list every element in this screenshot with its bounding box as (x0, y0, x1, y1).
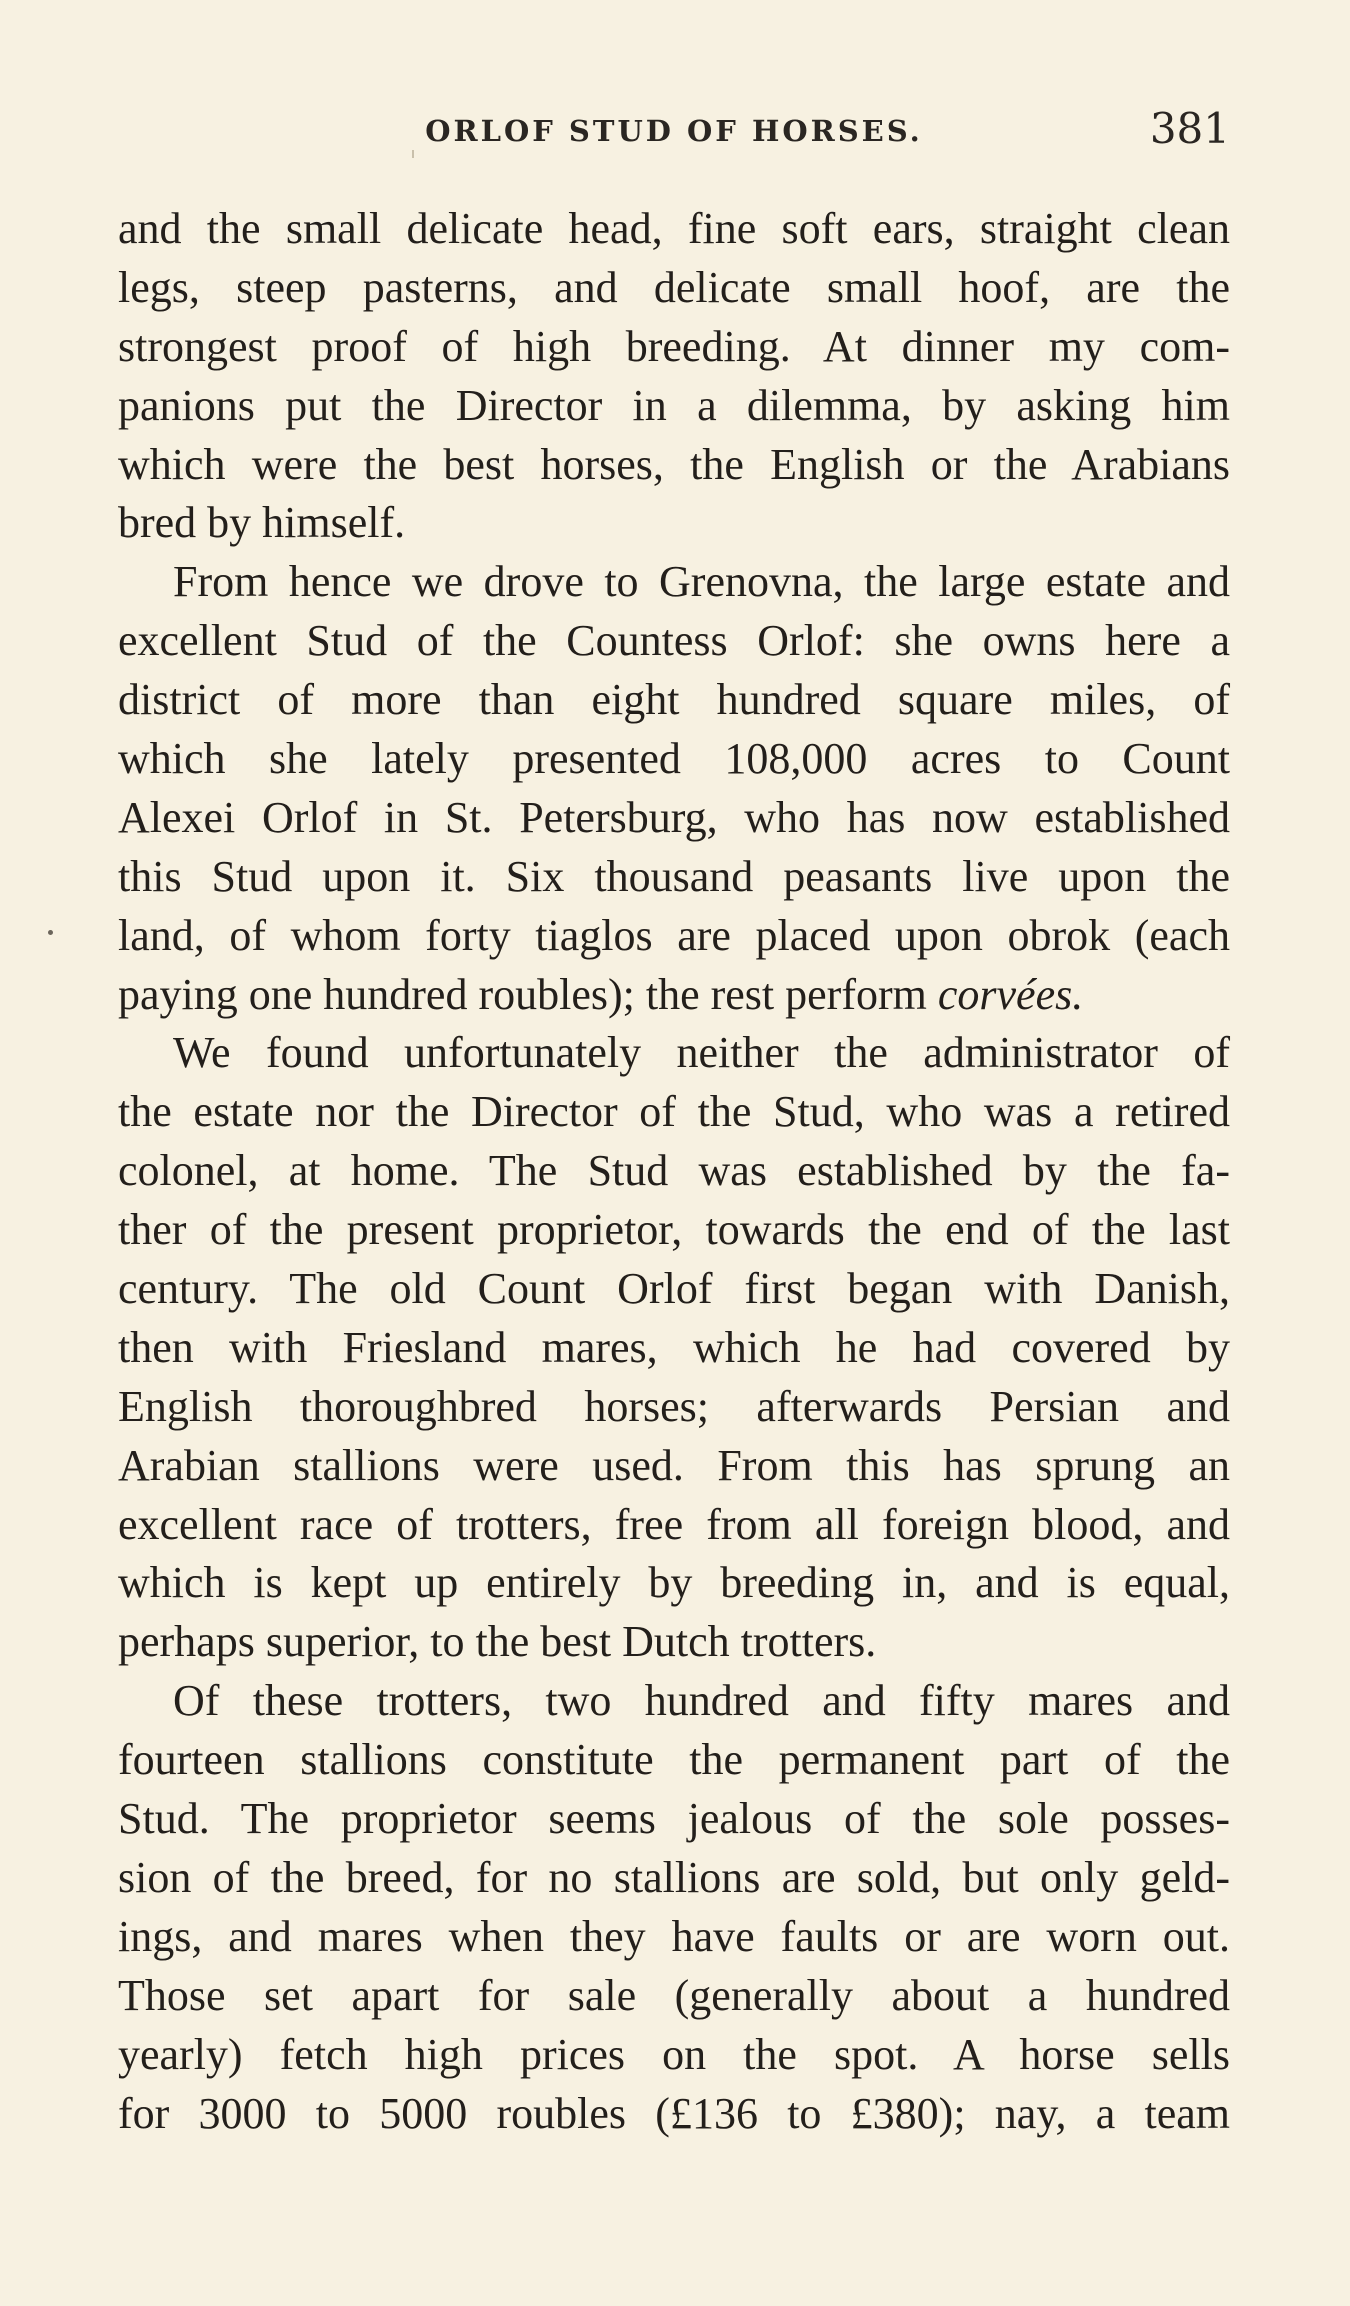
text-line (118, 848, 1230, 907)
text-line-content: which is kept up entirely by breeding in, and is equal, (118, 1558, 1230, 1608)
text-line (118, 1083, 1230, 1142)
text-line-content: We found unfortunately neither the administrator of (173, 1028, 1230, 1078)
text-line-content: bred by himself. (118, 498, 406, 548)
text-line-content: which she lately presented 108,000 acres to Count (118, 734, 1230, 784)
text-line-content: this Stud upon it. Six thousand peasants live upon the (118, 851, 1230, 901)
text-line (118, 377, 1230, 436)
text-line (118, 2085, 1230, 2144)
text-line (118, 1378, 1230, 1437)
text-line-content: From hence we drove to Grenovna, the large estate and (173, 557, 1230, 607)
text-line (118, 259, 1230, 318)
text-line-content: the estate nor the Director of the Stud, who was a retired (118, 1087, 1230, 1137)
text-line-content: ther of the present proprietor, towards the end of the last (118, 1205, 1230, 1255)
text-line (118, 1554, 1230, 1613)
running-title: ORLOF STUD OF HORSES. (425, 114, 923, 148)
text-line-content: Of these trotters, two hundred and fifty mares and (173, 1676, 1230, 1726)
text-line-content: land, of whom forty tiaglos are placed upon obrok (each (118, 910, 1230, 960)
text-line-content: legs, steep pasterns, and delicate small hoof, are the (118, 262, 1230, 312)
text-line (118, 1672, 1230, 1731)
text-line-content: strongest proof of high breeding. At dinner my com- (118, 321, 1230, 371)
text-line-content: for 3000 to 5000 roubles (£136 to £380); nay, a team (118, 2088, 1230, 2138)
text-line-content: excellent Stud of the Countess Orlof: she owns here a (118, 616, 1230, 666)
text-line-content: Those set apart for sale (generally about a hundred (118, 1970, 1230, 2020)
text-line-content: sion of the breed, for no stallions are sold, but only geld- (118, 1852, 1230, 1902)
text-line (118, 1024, 1230, 1083)
text-line (118, 318, 1230, 377)
text-line (118, 1142, 1230, 1201)
text-line (118, 1319, 1230, 1378)
text-line-content: district of more than eight hundred square miles, of (118, 675, 1230, 725)
text-line-content: yearly) fetch high prices on the spot. A horse sells (118, 2029, 1230, 2079)
text-line (118, 1437, 1230, 1496)
text-line-content: fourteen stallions constitute the permanent part of the (118, 1735, 1230, 1785)
italic-term: corvées. (937, 969, 1084, 1019)
text-line (118, 612, 1230, 671)
text-line (118, 671, 1230, 730)
print-speck (48, 930, 53, 935)
page-header (118, 104, 1230, 164)
text-line-content: Arabian stallions were used. From this has sprung an (118, 1440, 1230, 1490)
text-line-content: paying one hundred roubles); the rest perform (118, 969, 927, 1019)
text-line (118, 1613, 1230, 1672)
text-line (118, 436, 1230, 495)
text-line-content: excellent race of trotters, free from all foreign blood, and (118, 1499, 1230, 1549)
text-line (118, 730, 1230, 789)
text-line-content: century. The old Count Orlof first began with Danish, (118, 1264, 1230, 1314)
text-line-content: ings, and mares when they have faults or are worn out. (118, 1911, 1230, 1961)
text-line (118, 1496, 1230, 1555)
text-line (118, 553, 1230, 612)
text-line (118, 1260, 1230, 1319)
text-line (118, 1967, 1230, 2026)
text-line (118, 907, 1230, 966)
text-line (118, 1908, 1230, 1967)
text-line-content: which were the best horses, the English or the Arabians (118, 439, 1230, 489)
text-line (118, 1849, 1230, 1908)
text-line-content: colonel, at home. The Stud was established by the fa- (118, 1146, 1230, 1196)
text-line-content: panions put the Director in a dilemma, by asking him (118, 380, 1230, 430)
text-line (118, 1201, 1230, 1260)
body-text (118, 200, 1230, 2143)
text-line (118, 2026, 1230, 2085)
text-line (118, 966, 1230, 1025)
text-line-content: Alexei Orlof in St. Petersburg, who has now established (118, 792, 1230, 842)
text-line-content: Stud. The proprietor seems jealous of the sole posses- (118, 1794, 1230, 1844)
text-line-content: perhaps superior, to the best Dutch trotters. (118, 1617, 877, 1667)
text-line (118, 494, 1230, 553)
text-line (118, 1731, 1230, 1790)
text-line-content: then with Friesland mares, which he had covered by (118, 1322, 1230, 1372)
text-line-content: English thoroughbred horses; afterwards Persian and (118, 1381, 1230, 1431)
text-line-content: and the small delicate head, fine soft ears, straight clean (118, 204, 1230, 253)
text-line (118, 789, 1230, 848)
text-line (118, 200, 1230, 259)
text-line (118, 1790, 1230, 1849)
page-number: 381 (1149, 104, 1230, 153)
